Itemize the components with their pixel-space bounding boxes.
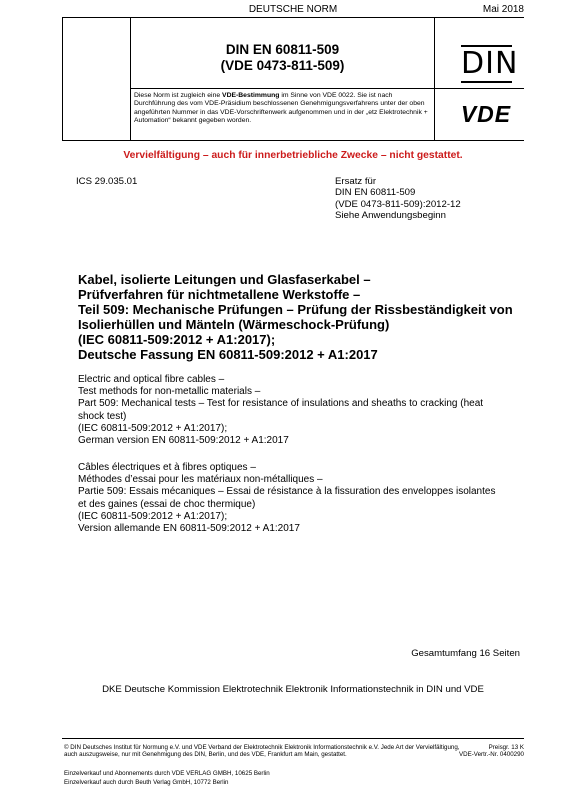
price-block (459, 744, 524, 759)
title-german-line: Kabel, isolierte Leitungen und Glasfaserkabel – (78, 272, 371, 287)
vde-logo: VDE (460, 101, 512, 127)
din-logo: DIN (461, 46, 519, 81)
total-pages: Gesamtumfang 16 Seiten (411, 648, 520, 659)
footer-top-line (62, 738, 524, 739)
title-german-line: Prüfverfahren für nichtmetallene Werkstoffe – (78, 287, 361, 302)
replaces-line: (VDE 0473-811-509):2012-12 (335, 198, 461, 210)
title-german-line: Isolierhüllen und Mänteln (Wärmeschock-Prüfung) (78, 317, 390, 332)
title-english-line: Electric and optical fibre cables – (78, 374, 225, 385)
title-french-line: (IEC 60811-509:2012 + A1:2017); (78, 510, 228, 522)
title-english-line: Test methods for non-metallic materials – (78, 386, 261, 398)
title-french-line: Version allemande EN 60811-509:2012 + A1:2017 (78, 523, 300, 535)
document-number: DIN EN 60811-509 (225, 42, 340, 57)
title-french-line: Câbles électriques et à fibres optiques – (78, 462, 256, 473)
frame-bottom-line (62, 140, 524, 141)
title-french-line: et des gaines (essai de choc thermique) (78, 498, 256, 510)
frame-inner-right-line (434, 17, 435, 140)
title-english-line: shock test) (78, 410, 127, 422)
copyright-notice: © DIN Deutsches Institut für Normung e.V. und VDE Verband der Elektrotechnik Elektronik Informationstechnik e.V. Jede Art der Vervielfältigung, auch auszugsweise, nur mit Genehmigung des DIN, Berlin, und des VDE, Frankfurt am Main, gestattet. (64, 744, 460, 759)
title-french-line: Méthodes d’essai pour les matériaux non-métalliques – (78, 474, 323, 486)
sales-line: Einzelverkauf und Abonnements durch VDE VERLAG GMBH, 10625 Berlin (64, 770, 270, 777)
vde-number: (VDE 0473-811-509) (220, 58, 345, 73)
vde-note: Diese Norm ist zugleich eine VDE-Bestimmung im Sinne von VDE 0022. Sie ist nach Durchführung des vom VDE-Präsidium beschlossenen Genehmigungsverfahrens unter der oben angeführten Nummer in das VDE-Vorschriftenwerk aufgenommen und in der „etz Elektrotechnik + Automation“ bekannt gegeben worden. (134, 92, 428, 125)
title-german-line: Deutsche Fassung EN 60811-509:2012 + A1:2017 (78, 347, 378, 362)
frame-top-line (62, 17, 524, 18)
title-french (78, 462, 528, 535)
frame-mid-line (130, 88, 524, 89)
title-german-line: Teil 509: Mechanische Prüfungen – Prüfung der Rissbeständigkeit von (78, 302, 513, 317)
frame-inner-left-line (130, 17, 131, 140)
replaces-block (335, 176, 461, 221)
title-french-line: Partie 509: Essais mécaniques – Essai de résistance à la fissuration des enveloppes isolantes (78, 486, 496, 498)
sales-line: Einzelverkauf auch durch Beuth Verlag GmbH, 10772 Berlin (64, 778, 229, 786)
title-german (78, 272, 528, 362)
publication-date: Mai 2018 (482, 4, 524, 15)
title-english (78, 374, 528, 447)
title-english-line: Part 509: Mechanical tests – Test for resistance of insulations and sheaths to cracking (heat (78, 398, 484, 410)
sales-info (64, 770, 270, 788)
replaces-line: Ersatz für (335, 176, 377, 187)
price-group: Preisgr. 13 K (488, 744, 524, 751)
replaces-line: DIN EN 60811-509 (335, 187, 416, 199)
title-english-line: German version EN 60811-509:2012 + A1:2017 (78, 435, 289, 447)
frame-left-line (62, 17, 63, 140)
title-english-line: (IEC 60811-509:2012 + A1:2017); (78, 422, 228, 434)
vde-vertr-number: VDE-Vertr.-Nr. 0400290 (459, 751, 524, 759)
ics-code: ICS 29.035.01 (76, 176, 138, 187)
norm-type-label: DEUTSCHE NORM (248, 4, 338, 15)
replaces-line: Siehe Anwendungsbeginn (335, 209, 446, 221)
title-german-line: (IEC 60811-509:2012 + A1:2017); (78, 332, 276, 347)
dke-line: DKE Deutsche Kommission Elektrotechnik Elektronik Informationstechnik in DIN und VDE (102, 684, 484, 695)
reproduction-warning: Vervielfältigung – auch für innerbetriebliche Zwecke – nicht gestattet. (123, 150, 463, 161)
